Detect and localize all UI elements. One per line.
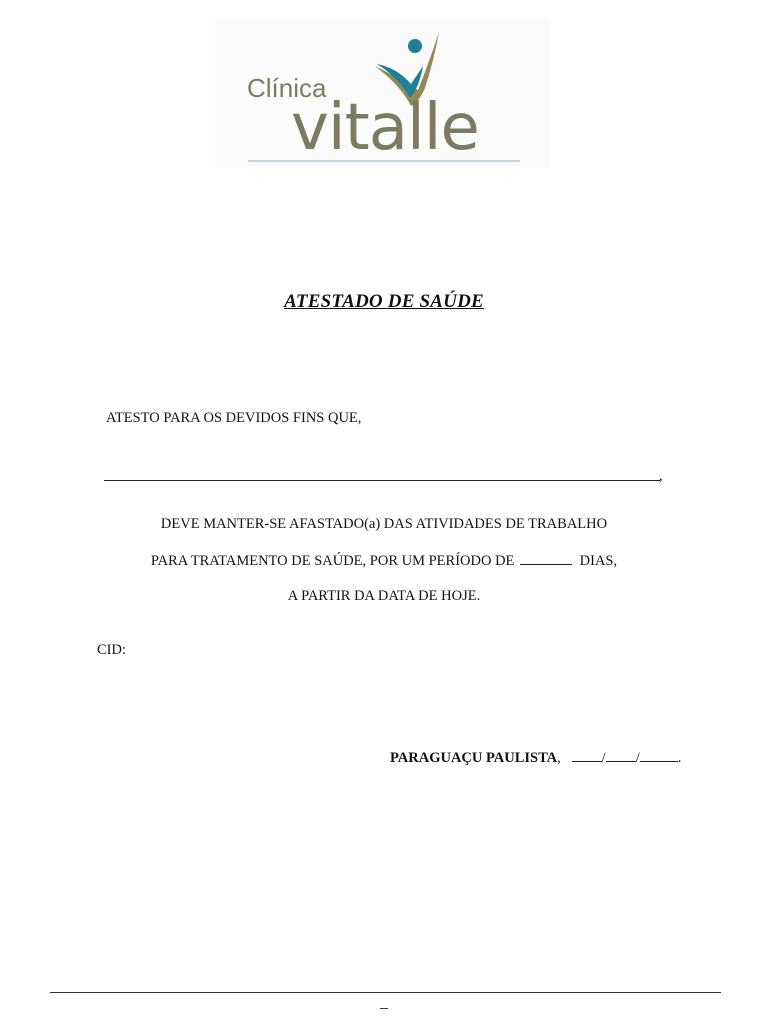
- date-end: .: [677, 750, 682, 766]
- date-separator: /: [601, 750, 606, 766]
- logo-small-word: Clínica: [247, 73, 327, 103]
- date-day-field[interactable]: [572, 749, 602, 762]
- document-title: ATESTADO DE SAÚDE: [284, 291, 484, 312]
- body-line-1: DEVE MANTER-SE AFASTADO(a) DAS ATIVIDADES DE TRABALHO: [160, 516, 608, 532]
- body-line-3: A PARTIR DA DATA DE HOJE.: [287, 588, 481, 604]
- body-line-2-before: PARA TRATAMENTO DE SAÚDE, POR UM PERÍODO DE: [150, 553, 515, 569]
- date-year-field[interactable]: [640, 749, 678, 762]
- logo-large-word: vitalle: [291, 91, 479, 165]
- footer-rule: [50, 992, 721, 993]
- body-line-2-after: DIAS,: [579, 553, 618, 569]
- name-comma: ,: [659, 468, 663, 484]
- patient-name-field[interactable]: [104, 480, 660, 481]
- clinic-logo: [215, 18, 550, 168]
- place-date-line: [390, 749, 681, 767]
- footer-mark: [380, 1008, 388, 1009]
- body-line-2: [0, 552, 768, 570]
- date-month-field[interactable]: [606, 749, 636, 762]
- place-comma: ,: [557, 750, 561, 766]
- date-separator: /: [635, 750, 640, 766]
- days-field[interactable]: [520, 552, 572, 565]
- intro-text: ATESTO PARA OS DEVIDOS FINS QUE,: [106, 410, 362, 426]
- cid-label: CID:: [97, 642, 126, 658]
- city-name: PARAGUAÇU PAULISTA: [390, 750, 558, 766]
